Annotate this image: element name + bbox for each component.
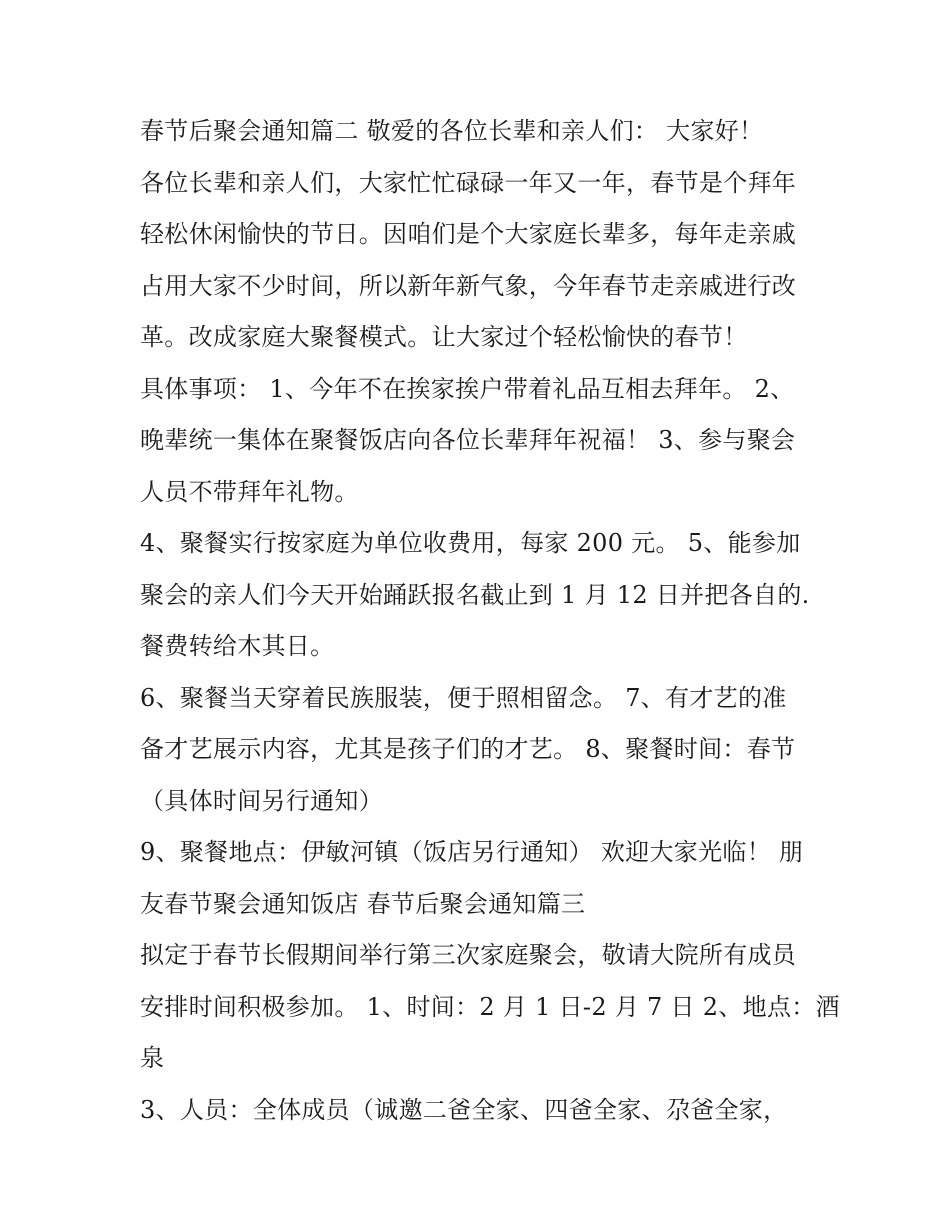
- text-line: 安排时间积极参加。 1、时间：2 月 1 日-2 月 7 日 2、地点：酒: [140, 992, 840, 1021]
- text-line: 占用大家不少时间，所以新年新气象，今年春节走亲戚进行改: [140, 271, 797, 300]
- text-line: 友春节聚会通知饭店 春节后聚会通知篇三: [140, 889, 586, 918]
- text-line: 泉: [140, 1044, 165, 1072]
- text-line: 春节后聚会通知篇二 敬爱的各位长辈和亲人们： 大家好！: [140, 117, 764, 145]
- text-line: 晚辈统一集体在聚餐饭店向各位长辈拜年祝福！ 3、参与聚会: [140, 426, 796, 454]
- text-line: 人员不带拜年礼物。: [140, 477, 359, 506]
- text-line: 餐费转给木其日。: [140, 632, 335, 660]
- text-line: （具体时间另行通知）: [140, 786, 383, 815]
- text-line: 3、人员：全体成员（诚邀二爸全家、四爸全家、尕爸全家，: [140, 1095, 788, 1124]
- text-line: 革。改成家庭大聚餐模式。让大家过个轻松愉快的春节！: [140, 323, 748, 351]
- text-line: 9、聚餐地点：伊敏河镇（饭店另行通知） 欢迎大家光临！ 朋: [140, 838, 804, 866]
- text-line: 各位长辈和亲人们，大家忙忙碌碌一年又一年，春节是个拜年: [140, 168, 797, 197]
- text-line: 聚会的亲人们今天开始踊跃报名截止到 1 月 12 日并把各自的.: [140, 580, 810, 609]
- text-line: 拟定于春节长假期间举行第三次家庭聚会，敬请大院所有成员: [140, 941, 797, 969]
- document-body: [140, 108, 840, 1138]
- text-line: 轻松休闲愉快的节日。因咱们是个大家庭长辈多，每年走亲戚: [140, 220, 797, 248]
- text-line: 4、聚餐实行按家庭为单位收费用，每家 200 元。 5、能参加: [140, 529, 801, 557]
- text-line: 6、聚餐当天穿着民族服装，便于照相留念。 7、有才艺的准: [140, 683, 787, 712]
- text-line: 具体事项： 1、今年不在挨家挨户带着礼品互相去拜年。 2、: [140, 374, 795, 403]
- text-line: 备才艺展示内容，尤其是孩子们的才艺。 8、聚餐时间：春节: [140, 735, 796, 763]
